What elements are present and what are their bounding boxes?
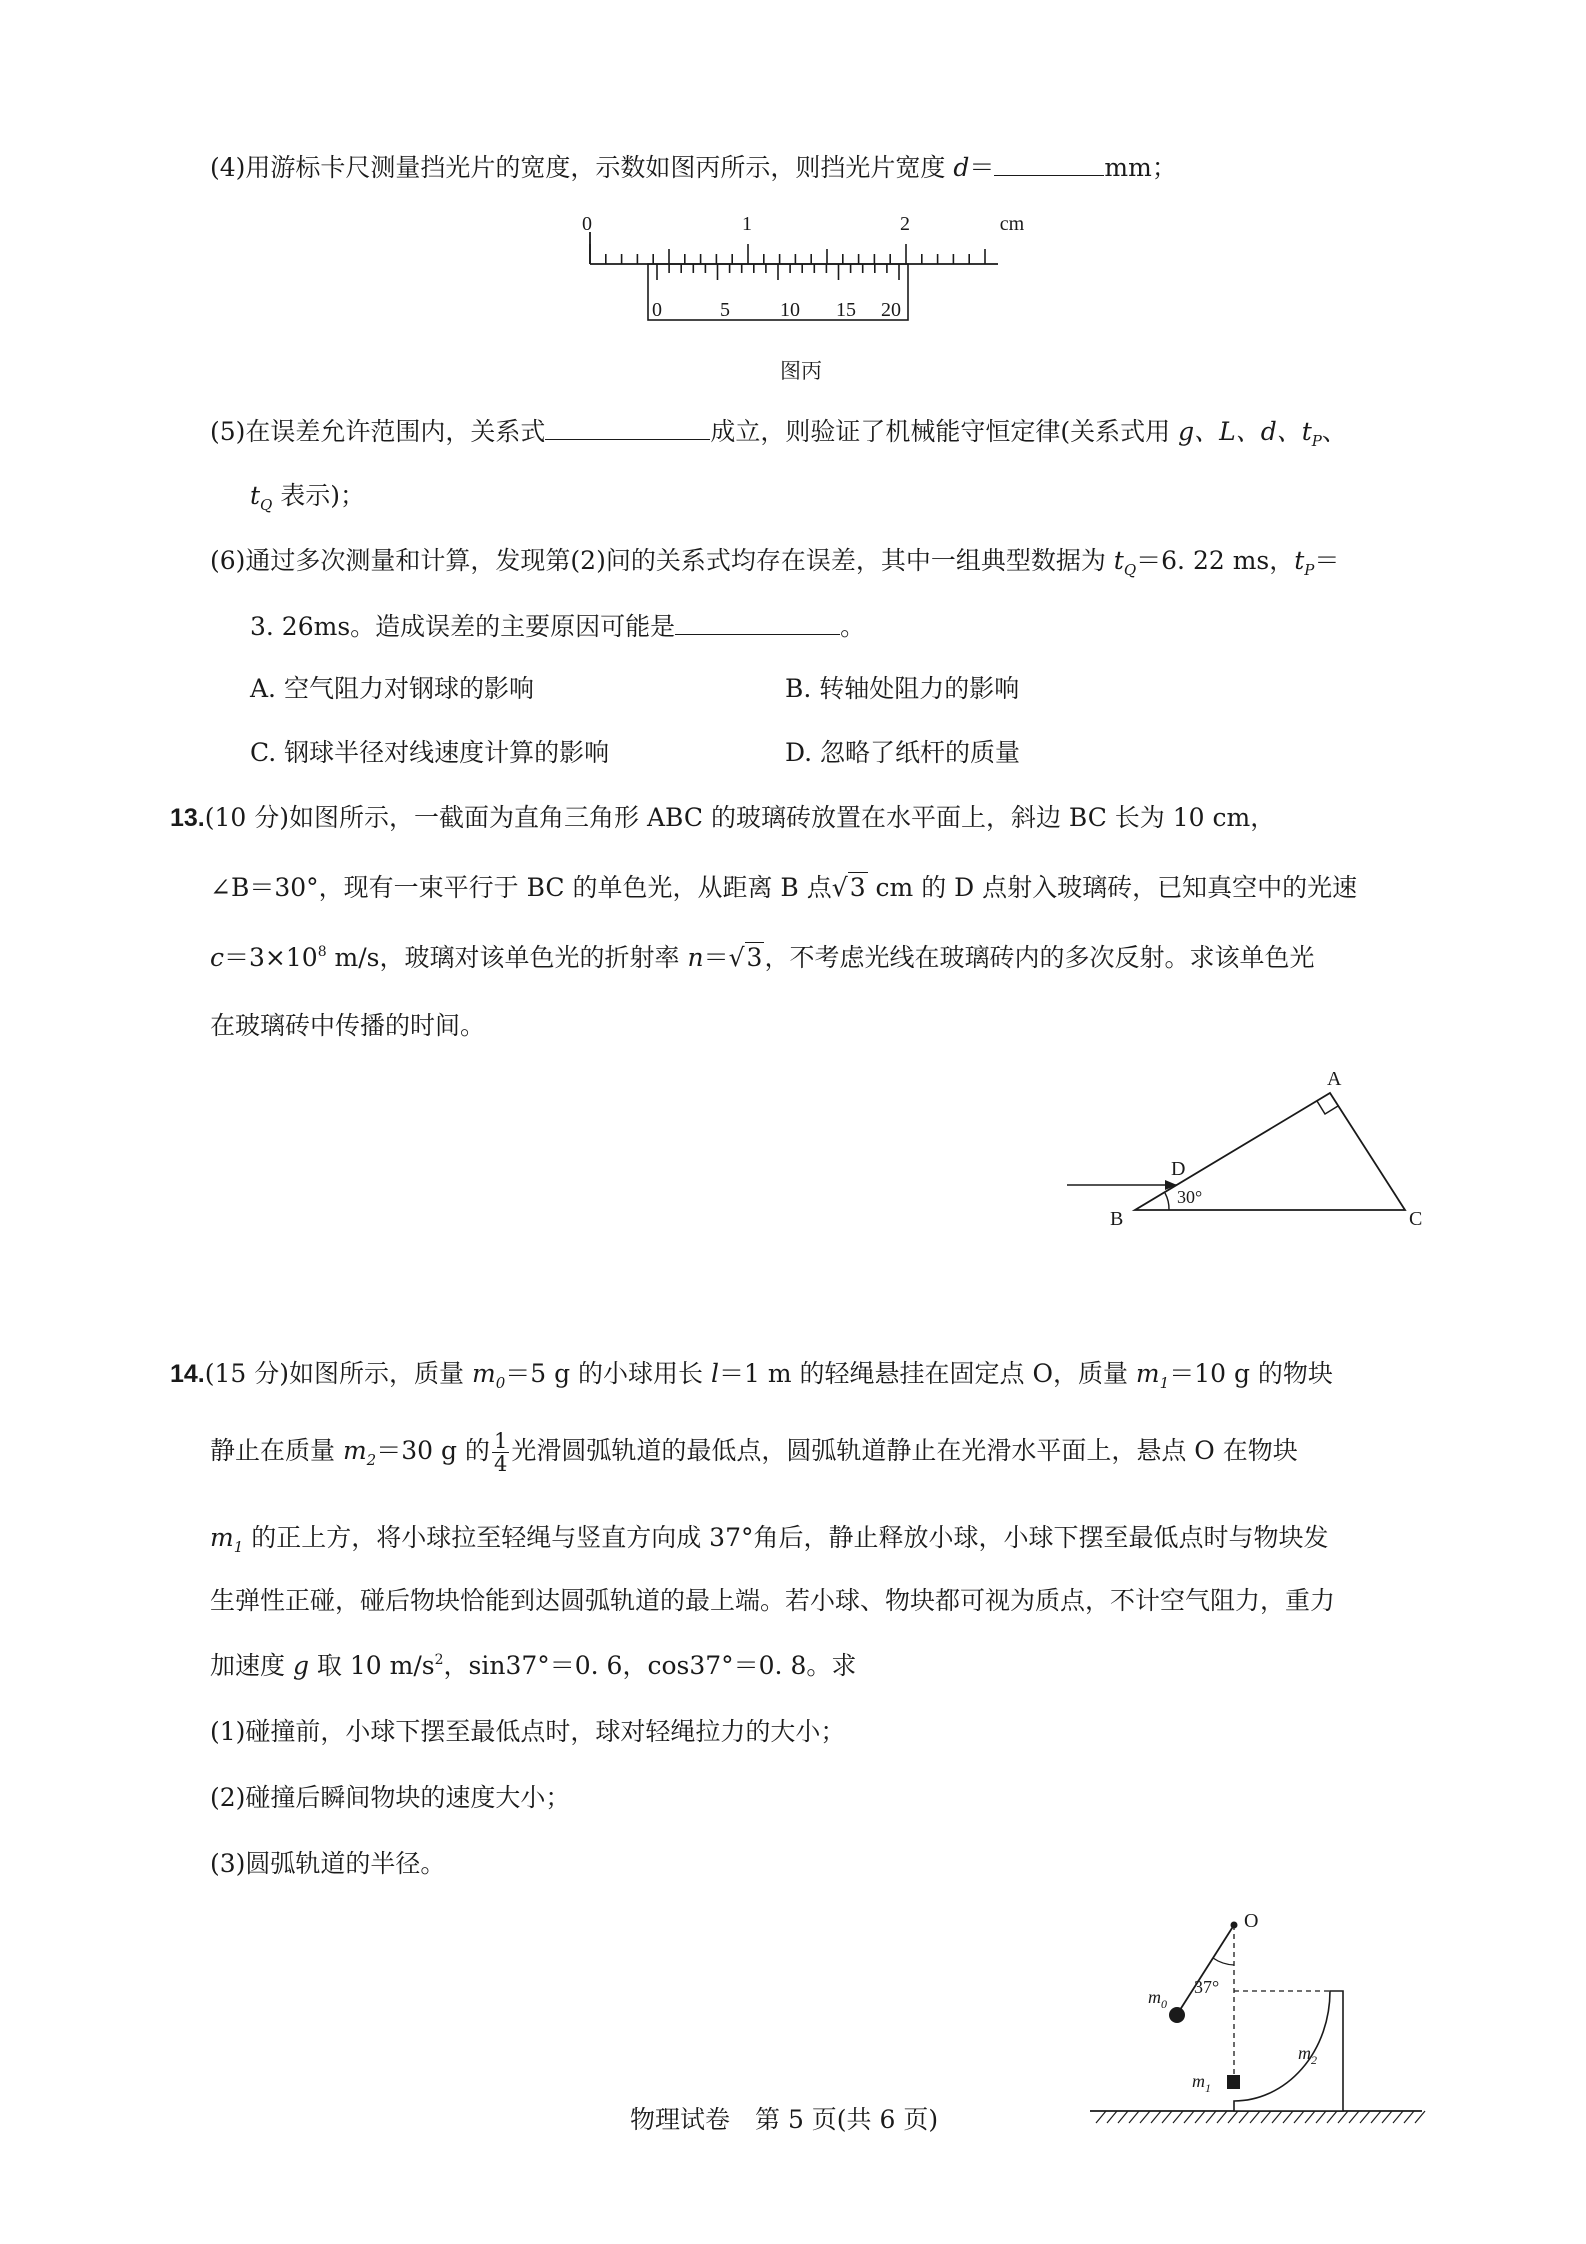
question-number: 14. — [170, 1360, 205, 1388]
q14-line2: 静止在质量 $m_2=30$ g 的 $\frac{1}{4}$ 光滑圆弧轨道的最低点，圆弧轨道静止在光滑水平面上，悬点 O 在物块 — [210, 1429, 1298, 1476]
ground-hatch-line — [1316, 2111, 1326, 2123]
ground-hatch-line — [1371, 2111, 1381, 2123]
triangle-prism-figure — [1065, 1060, 1425, 1230]
q14-sub3: (3)圆弧轨道的半径。 — [210, 1849, 446, 1878]
vernier-caliper-figure — [570, 210, 1030, 325]
angle-label: 37° — [1194, 1977, 1220, 1997]
ground-hatch-line — [1382, 2111, 1392, 2123]
ground-hatch-line — [1151, 2111, 1161, 2123]
figure-caption: 图丙 — [780, 359, 822, 383]
ground-hatch-line — [1140, 2111, 1150, 2123]
answer-blank-d[interactable] — [994, 151, 1104, 176]
q12-part5-line2: $t_Q$ 表示)； — [250, 481, 366, 514]
answer-blank-relation[interactable] — [545, 415, 710, 440]
ground-hatch-line — [1360, 2111, 1370, 2123]
q14-sub1: (1)碰撞前，小球下摆至最低点时，球对轻绳拉力的大小； — [210, 1717, 846, 1746]
ground-hatch-line — [1162, 2111, 1172, 2123]
ground-hatch-line — [1118, 2111, 1128, 2123]
q14-line1: 14.(15 分)如图所示，质量 $m_0=5$ g 的小球用长 l＝1 m 的轻绳悬挂在固定点 O，质量 $m_1=10$ g 的物块 — [170, 1359, 1333, 1392]
ground-hatch-line — [1195, 2111, 1205, 2123]
vertex-label-c: C — [1409, 1208, 1423, 1230]
option-a[interactable]: A. 空气阻力对钢球的影响 — [250, 674, 534, 703]
vernier-scale-label: 15 — [836, 299, 856, 321]
label-m1: $m_1$ — [1192, 2071, 1211, 2095]
ground-hatch-line — [1261, 2111, 1271, 2123]
q14-line4: 生弹性正碰，碰后物块恰能到达圆弧轨道的最上端。若小球、物块都可视为质点，不计空气阻力，重力 — [210, 1586, 1336, 1615]
ground-hatch-line — [1415, 2111, 1425, 2123]
ground-hatch-line — [1184, 2111, 1194, 2123]
main-scale-label: 1 — [742, 213, 752, 235]
ground-hatch-line — [1217, 2111, 1227, 2123]
ground-hatch-line — [1129, 2111, 1139, 2123]
q14-line3: $m_1$ 的正上方，将小球拉至轻绳与竖直方向成 37°角后，静止释放小球，小球下摆至最低点时与物块发 — [210, 1523, 1329, 1556]
ground-hatch-line — [1305, 2111, 1315, 2123]
vernier-scale-label: 5 — [720, 299, 730, 321]
ground-hatch-line — [1107, 2111, 1117, 2123]
ground-hatch-line — [1283, 2111, 1293, 2123]
unit-label: cm — [999, 213, 1025, 235]
label-m0: $m_0$ — [1148, 1987, 1167, 2011]
label-m2: $m_2$ — [1298, 2043, 1317, 2067]
ground-hatch-line — [1327, 2111, 1337, 2123]
q12-part6-line2: 3. 26ms。造成误差的主要原因可能是 。 — [250, 612, 866, 641]
q12-part4: (4)用游标卡尺测量挡光片的宽度，示数如图丙所示，则挡光片宽度 d＝ mm； — [210, 153, 1177, 182]
ground-hatch-line — [1250, 2111, 1260, 2123]
q13-line4: 在玻璃砖中传播的时间。 — [210, 1011, 486, 1040]
option-d[interactable]: D. 忽略了纸杆的质量 — [785, 738, 1021, 767]
q12-part6: (6)通过多次测量和计算，发现第(2)问的关系式均存在误差，其中一组典型数据为 $t_Q=6$. 22 ms，$t_P=$ — [210, 546, 1340, 579]
q13-line3: $c=3\times 10^8$ m/s，玻璃对该单色光的折射率 n＝√3，不考虑光线在玻璃砖内的多次反射。求该单色光 — [210, 943, 1315, 972]
ground-hatch-line — [1349, 2111, 1359, 2123]
ground-hatch-line — [1173, 2111, 1183, 2123]
ground-hatch-line — [1228, 2111, 1238, 2123]
ground-hatch-line — [1096, 2111, 1106, 2123]
page-footer: 物理试卷 第 5 页(共 6 页) — [630, 2105, 939, 2134]
q14-line5: 加速度 g 取 10 $m/s^2$，sin37°＝0. 6，cos37°＝0. 8。求 — [210, 1651, 857, 1680]
option-b[interactable]: B. 转轴处阻力的影响 — [785, 674, 1020, 703]
point-label-o: O — [1244, 1910, 1259, 1932]
fraction: $\frac{1}{4}$ — [493, 1429, 508, 1476]
vertex-label-a: A — [1327, 1068, 1342, 1090]
vernier-scale-label: 0 — [652, 299, 662, 321]
q12-part5: (5)在误差允许范围内，关系式 成立，则验证了机械能守恒定律(关系式用 g、L、d、$t_P$、 — [210, 417, 1347, 450]
ground-hatch-line — [1272, 2111, 1282, 2123]
angle-label: 30° — [1177, 1187, 1203, 1207]
point-label-d: D — [1171, 1158, 1186, 1180]
main-scale-label: 0 — [582, 213, 592, 235]
question-number: 13. — [170, 804, 205, 832]
vertex-label-b: B — [1110, 1208, 1124, 1230]
q14-sub2: (2)碰撞后瞬间物块的速度大小； — [210, 1783, 571, 1812]
main-scale-label: 2 — [900, 213, 910, 235]
ground-hatch-line — [1239, 2111, 1249, 2123]
vernier-scale-label: 20 — [881, 299, 901, 321]
ground-hatch-line — [1206, 2111, 1216, 2123]
ground-hatch-line — [1294, 2111, 1304, 2123]
pendulum-track-figure — [1090, 1905, 1430, 2155]
option-c[interactable]: C. 钢球半径对线速度计算的影响 — [250, 738, 610, 767]
ground-hatch-line — [1393, 2111, 1403, 2123]
block-m1 — [1227, 2075, 1240, 2089]
q13-line1: 13.(10 分)如图所示，一截面为直角三角形 ABC 的玻璃砖放置在水平面上，斜边 BC 长为 10 cm， — [170, 803, 1276, 832]
q13-line2: ∠B＝30°，现有一束平行于 BC 的单色光，从距离 B 点√3 cm 的 D 点射入玻璃砖，已知真空中的光速 — [210, 873, 1358, 902]
vernier-scale-label: 10 — [780, 299, 800, 321]
answer-blank-error[interactable] — [675, 610, 840, 635]
ground-hatch-line — [1338, 2111, 1348, 2123]
ground-hatch-line — [1404, 2111, 1414, 2123]
ball-m0 — [1169, 2007, 1185, 2023]
